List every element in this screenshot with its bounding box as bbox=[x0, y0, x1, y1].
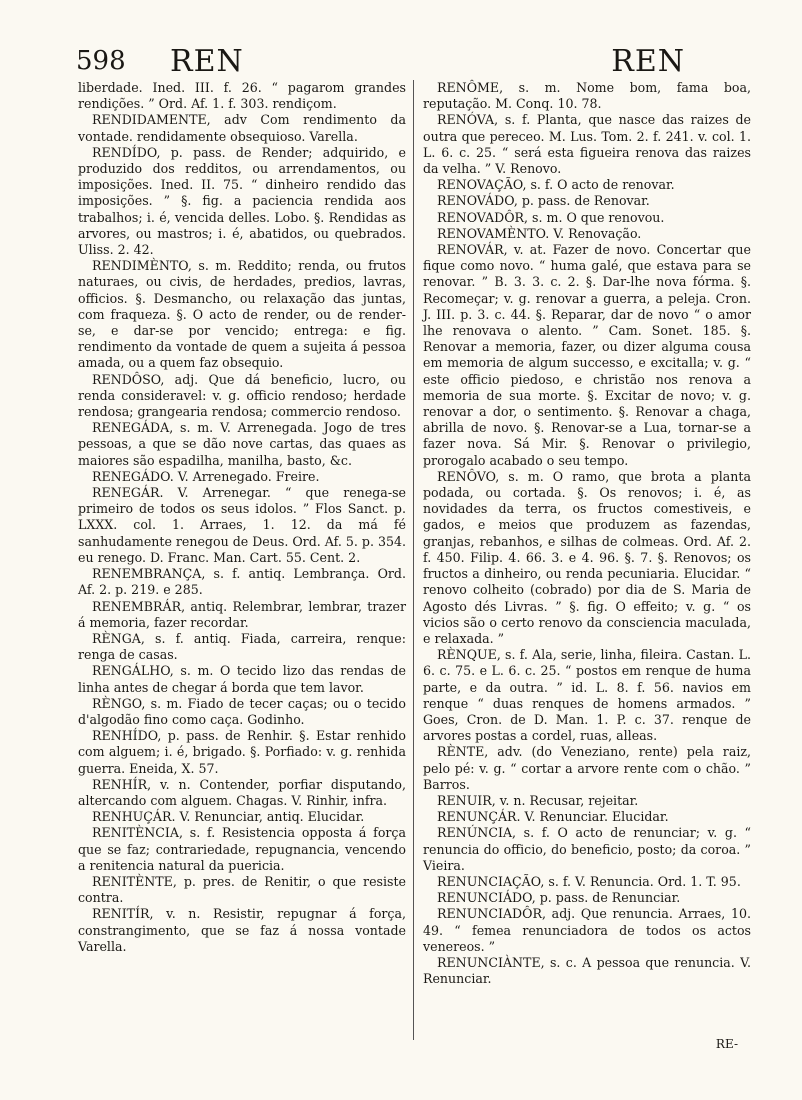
dictionary-entry: RENITÍR, v. n. Resistir, repugnar á força, constrangimento, que se faz á nossa vontade Varella. bbox=[78, 906, 406, 954]
dictionary-entry: RENUNCIÁDO, p. pass. de Renunciar. bbox=[437, 890, 681, 906]
column-divider bbox=[413, 80, 414, 1040]
dictionary-entry: RÈNTE, adv. (do Veneziano, rente) pela raiz, pelo pé: v. g. “ cortar a arvore rente com o chão. ” Barros. bbox=[423, 744, 751, 792]
dictionary-entry: RENHÍDO, p. pass. de Renhir. §. Estar renhido com alguem; i. é, brigado. §. Porfiado: v. g. renhida guerra. Eneida, X. 57. bbox=[78, 728, 406, 776]
dictionary-entry: RENEGÁDO. V. Arrenegado. Freire. bbox=[92, 468, 320, 484]
dictionary-entry: RENÔME, s. m. Nome bom, fama boa, reputação. M. Conq. 10. 78. bbox=[423, 80, 751, 112]
catchword: RE- bbox=[715, 1037, 738, 1051]
dictionary-entry: RENHUÇÁR. V. Renunciar, antiq. Elucidar. bbox=[92, 809, 365, 825]
dictionary-entry: RENDIMÈNTO, s. m. Reddito; renda, ou frutos naturaes, ou civis, de herdades, predios, lavras, officios. §. Desmancho, ou relaxação das juntas, com fraqueza. §. O acto de render, ou de render-se, e dar-se por vencido; entrega: e fig. rendimento da vontade de quem a sujeita á pessoa amada, ou a quem faz obsequio. bbox=[78, 258, 406, 371]
dictionary-entry: RENEGÁDA, s. m. V. Arrenegada. Jogo de tres pessoas, a que se dão nove cartas, das quaes as maiores são espadilha, manilha, basto, &c. bbox=[78, 420, 406, 468]
page-number: 598 bbox=[76, 46, 126, 76]
entry-continuation: liberdade. Ined. III. f. 26. “ pagarom grandes rendições. ” Ord. Af. 1. f. 303. rendiçom. bbox=[78, 80, 406, 112]
dictionary-entry: RENUNCIÀNTE, s. c. A pessoa que renuncia. V. Renunciar. bbox=[423, 954, 751, 987]
dictionary-entry: RENDÍDO, p. pass. de Render; adquirido, e produzido dos redditos, ou arrendamentos, ou imposições. Ined. II. 75. “ dinheiro rendido das imposições. ” §. fig. a paciencia rendida aos trabalhos; i. é, vencida delles. Lobo. §. Rendidas as arvores, ou mastros; i. é, abatidos, ou quebrados. Uliss. 2. 42. bbox=[78, 144, 406, 258]
dictionary-entry: RENÔVO, s. m. O ramo, que brota a planta podada, ou cortada. §. Os renovos; i. é, as novidades da terra, os fructos comestiveis, e gados, e meios que produzem as fazendas, granjas, rebanhos, e silhas de colmeas. Ord. Af. 2. f. 450. Filip. 4. 66. 3. e 4. 96. §. 7. §. Renovos; os fructos a dinheiro, ou renda pecuniaria. Elucidar. “ renovo colheito (cobrado) por dia de S. Maria de Agosto dés Livras. ” §. fig. O effeito; v. g. “ os vicios são o certo renovo da consciencia maculada, e relaxada. ” bbox=[423, 468, 751, 646]
dictionary-entry: RENÓVA, s. f. Planta, que nasce das raizes de outra que pereceo. M. Lus. Tom. 2. f. 241. v. col. 1. L. 6. c. 25. “ será esta figueira renova das raizes da velha. ” V. Renovo. bbox=[423, 112, 751, 177]
dictionary-entry: RENEMBRANÇA, s. f. antiq. Lembrança. Ord. Af. 2. p. 219. e 285. bbox=[78, 566, 406, 598]
running-headword-right: REN bbox=[611, 44, 685, 79]
dictionary-entry: RENOVÁR, v. at. Fazer de novo. Concertar que fique como novo. “ huma galé, que estava para se renovar. ” B. 3. 3. c. 2. §. Dar-lhe nova fórma. §. Recomeçar; v. g. renovar a guerra, a peleja. Cron. J. III. p. 3. c. 44. §. Reparar, dar de novo “ o amor lhe renovava o alento. ” Cam. Sonet. 185. §. Renovar a memoria, fazer, ou dizer alguma cousa em memoria de algum successo, e excitalla; v. g. “ este officio piedoso, e christão nos renova a memoria de sua morte. §. Excitar de novo; v. g. renovar a dor, o sentimento. §. Renovar a chaga, abrilla de novo. §. Renovar-se a Lua, tornar-se a fazer nova. Sá Mir. §. Renovar o privilegio, prorogalo acabado o seu tempo. bbox=[423, 242, 751, 468]
dictionary-entry: RÈNGA, s. f. antiq. Fiada, carreira, renque: renga de casas. bbox=[78, 630, 406, 663]
dictionary-entry: RENGÁLHO, s. m. O tecido lizo das rendas de linha antes de chegar á borda que tem lavor. bbox=[78, 663, 406, 695]
dictionary-entry: RENITÈNTE, p. pres. de Renitir, o que resiste contra. bbox=[78, 873, 406, 906]
dictionary-entry: RÈNQUE, s. f. Ala, serie, linha, fileira. Castan. L. 6. c. 75. e L. 6. c. 25. “ postos em renque de huma parte, e da outra. ” id. L. 8. f. 56. navios em renque “ duas renques de homens armados. ” Goes, Cron. de D. Man. 1. P. c. 37. renque de arvores postas a cordel, ruas, alleas. bbox=[423, 647, 751, 744]
dictionary-entry: RÈNGO, s. m. Fiado de tecer caças; ou o tecido d'algodão fino como caça. Godinho. bbox=[78, 695, 406, 727]
dictionary-entry: RENOVÁDO, p. pass. de Renovar. bbox=[437, 193, 650, 209]
left-column bbox=[78, 80, 406, 955]
dictionary-entry: RENUNCIADÔR, adj. Que renuncia. Arraes, 10. 49. “ femea renunciadora de todos os actos venereos. ” bbox=[423, 906, 751, 954]
dictionary-entry: RENÚNCIA, s. f. O acto de renunciar; v. g. “ renuncia do officio, do beneficio, posto; da coroa. ” Vieira. bbox=[423, 825, 751, 873]
dictionary-entry: RENDIDAMENTE, adv Com rendimento da vontade. rendidamente obsequioso. Varella. bbox=[78, 112, 406, 144]
dictionary-entry: RENOVAMÈNTO. V. Renovação. bbox=[437, 225, 642, 241]
dictionary-entry: RENUNÇÁR. V. Renunciar. Elucidar. bbox=[437, 809, 669, 825]
right-column bbox=[423, 80, 751, 987]
dictionary-entry: RENOVAÇÃO, s. f. O acto de renovar. bbox=[437, 177, 675, 193]
dictionary-entry: RENITÈNCIA, s. f. Resistencia opposta á força que se faz; contrariedade, repugnancia, vencendo a renitencia natural da puericia. bbox=[78, 825, 406, 873]
dictionary-entry: RENEMBRÁR, antiq. Relembrar, lembrar, trazer á memoria, fazer recordar. bbox=[78, 598, 406, 630]
dictionary-entry: RENHÍR, v. n. Contender, porfiar disputando, altercando com alguem. Chagas. V. Rinhir, infra. bbox=[78, 776, 406, 808]
dictionary-entry: RENUIR, v. n. Recusar, rejeitar. bbox=[437, 792, 639, 808]
running-headword-left: REN bbox=[170, 44, 244, 79]
dictionary-entry: RENDÔSO, adj. Que dá beneficio, lucro, ou renda consideravel: v. g. officio rendoso; herdade rendosa; grangearia rendosa; commercio rendoso. bbox=[78, 371, 406, 420]
dictionary-entry: RENEGÁR. V. Arrenegar. “ que renega-se primeiro de todos os seus idolos. ” Flos Sanct. p. LXXX. col. 1. Arraes, 1. 12. da má fé sanhudamente renegou de Deus. Ord. Af. 5. p. 354. eu renego. D. Franc. Man. Cart. 55. Cent. 2. bbox=[78, 485, 406, 565]
dictionary-entry: RENUNCIAÇÃO, s. f. V. Renuncia. Ord. 1. T. 95. bbox=[437, 873, 741, 889]
dictionary-entry: RENOVADÔR, s. m. O que renovou. bbox=[437, 209, 665, 225]
